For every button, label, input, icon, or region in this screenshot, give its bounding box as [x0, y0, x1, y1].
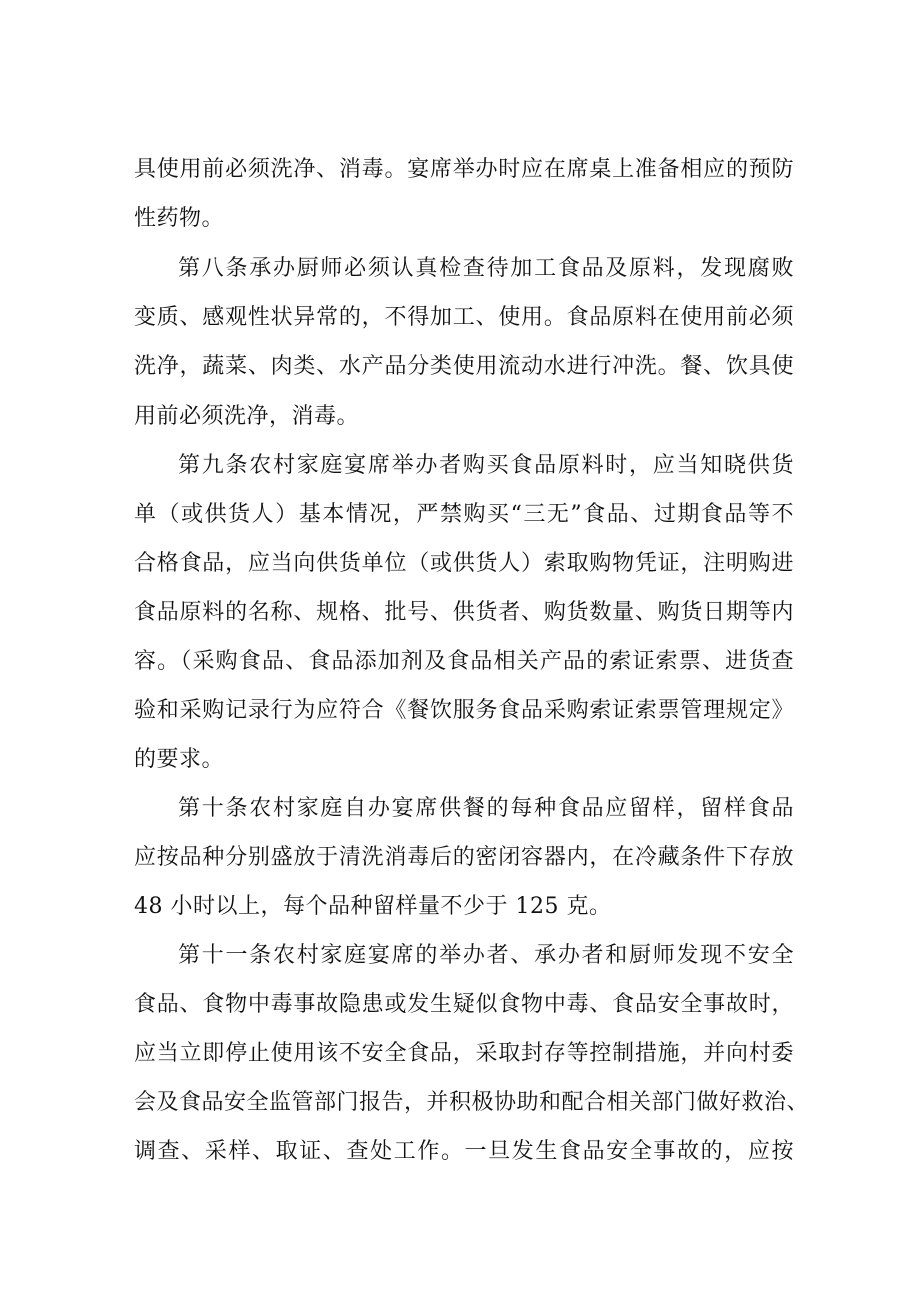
- text-line: 第九条农村家庭宴席举办者购买食品原料时，应当知晓供货: [178, 453, 794, 478]
- text-line: 的要求。: [134, 747, 225, 772]
- text-line: 应按品种分别盛放于清洗消毒后的密闭容器内，在冷藏条件下存放: [134, 845, 794, 870]
- text-line: 第八条承办厨师必须认真检查待加工食品及原料，发现腐败: [178, 256, 794, 281]
- text-line: 第十一条农村家庭宴席的举办者、承办者和厨师发现不安全: [178, 943, 794, 968]
- text-line: 食品、食物中毒事故隐患或发生疑似食物中毒、食品安全事故时，: [134, 992, 794, 1017]
- text-line: 变质、感观性状异常的，不得加工、使用。食品原料在使用前必须: [134, 305, 794, 330]
- text-line: 第十条农村家庭自办宴席供餐的每种食品应留样，留样食品: [178, 796, 794, 821]
- text-line: 容。（采购食品、食品添加剂及食品相关产品的索证索票、进货查: [134, 649, 794, 674]
- text-line: 48 小时以上，每个品种留样量不少于 125 克。: [134, 894, 612, 919]
- text-line: 具使用前必须洗净、消毒。宴席举办时应在席桌上准备相应的预防: [134, 157, 794, 182]
- text-line: 验和采购记录行为应符合《餐饮服务食品采购索证索票管理规定》: [134, 698, 794, 723]
- text-line: 食品原料的名称、规格、批号、供货者、购货数量、购货日期等内: [134, 600, 794, 625]
- text-line: 应当立即停止使用该不安全食品，采取封存等控制措施，并向村委: [134, 1041, 794, 1066]
- text-line: 调查、采样、取证、查处工作。一旦发生食品安全事故的，应按: [134, 1139, 794, 1164]
- text-line: 洗净，蔬菜、肉类、水产品分类使用流动水进行冲洗。餐、饮具使: [134, 354, 794, 379]
- text-line: 性药物。: [134, 206, 225, 231]
- text-line: 合格食品，应当向供货单位（或供货人）索取购物凭证，注明购进: [134, 551, 794, 576]
- text-line: 单（或供货人）基本情况，严禁购买“三无”食品、过期食品等不: [134, 502, 794, 527]
- text-line: 用前必须洗净，消毒。: [134, 404, 360, 429]
- text-line: 会及食品安全监管部门报告，并积极协助和配合相关部门做好救治、: [134, 1090, 810, 1115]
